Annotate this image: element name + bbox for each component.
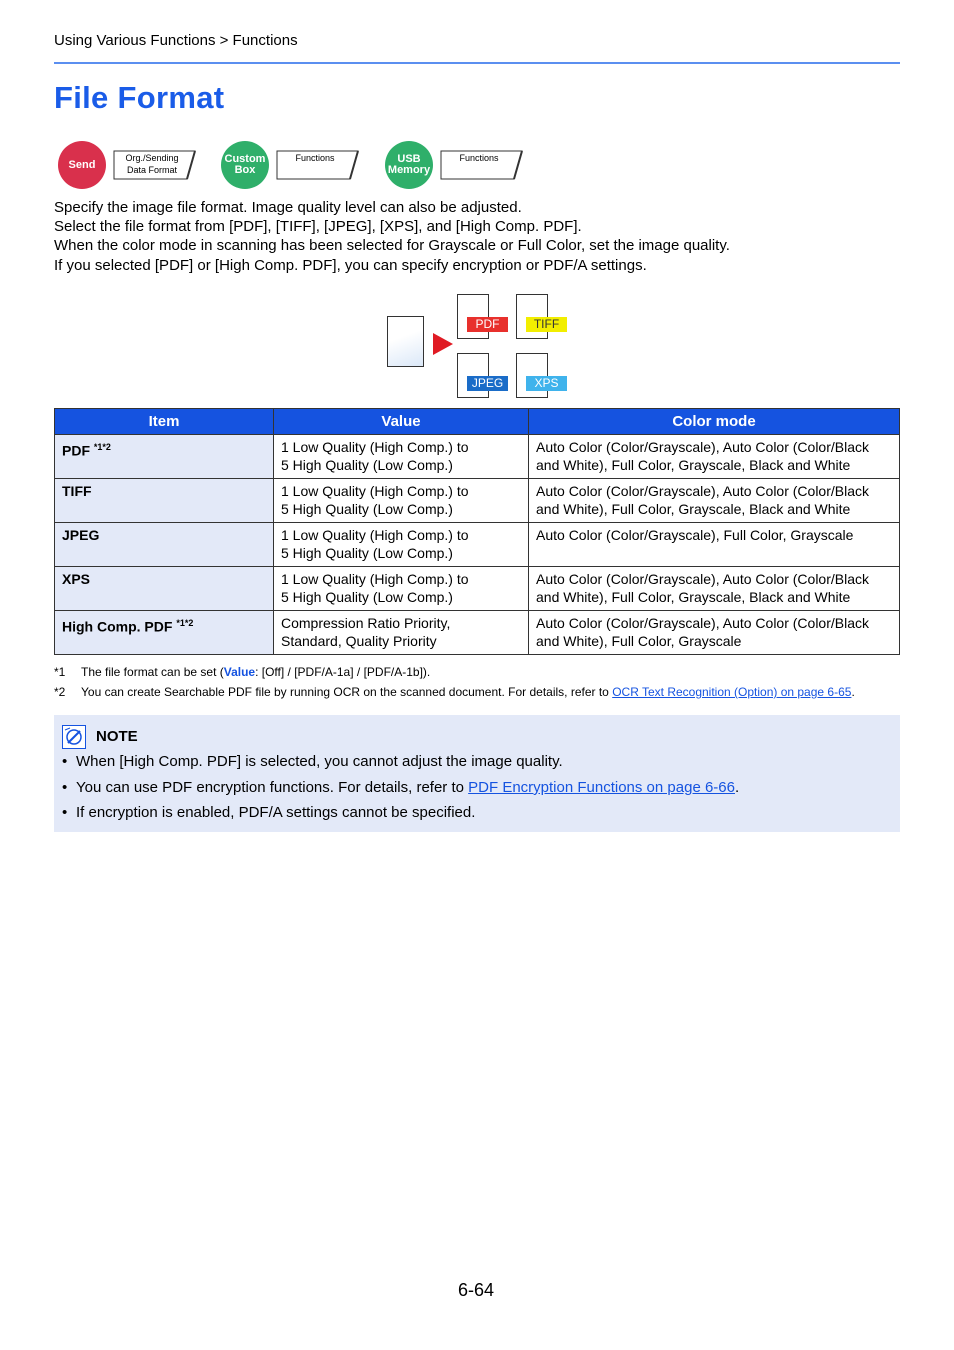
intro-line: Select the file format from [PDF], [TIFF], [JPEG], [XPS], and [High Comp. PDF]. (54, 218, 582, 235)
tab-label: Org./Sending Data Format (125, 153, 179, 175)
pdf-label: PDF (467, 317, 508, 332)
cell-value: 1 Low Quality (High Comp.) to 5 High Quality (Low Comp.) (274, 567, 529, 611)
cell-color-mode: Auto Color (Color/Grayscale), Auto Color (Color/Black and White), Full Color, Grayscale, Black and White (529, 479, 900, 523)
cell-value: 1 Low Quality (High Comp.) to 5 High Quality (Low Comp.) (274, 435, 529, 479)
pdf-encryption-link[interactable]: PDF Encryption Functions on page 6-66 (468, 779, 735, 796)
table-row (55, 435, 900, 479)
header-value: Value (274, 409, 529, 435)
table-row (55, 523, 900, 567)
intro-line: Specify the image file format. Image quality level can also be adjusted. (54, 199, 522, 216)
cell-color-mode: Auto Color (Color/Grayscale), Auto Color (Color/Black and White), Full Color, Grayscale (529, 611, 900, 655)
breadcrumb: Using Various Functions > Functions (54, 32, 298, 49)
functions-tab (276, 150, 360, 180)
note-heading: NOTE (96, 728, 138, 745)
cell-value: Compression Ratio Priority, Standard, Quality Priority (274, 611, 529, 655)
note-bullet: • You can use PDF encryption functions. For details, refer to PDF Encryption Functions on page 6-66. (62, 779, 740, 796)
header-rule (54, 62, 900, 64)
cell-item: XPS (55, 567, 274, 611)
table-row (55, 611, 900, 655)
page-title: File Format (54, 80, 225, 115)
custom-box-mode-icon: Custom Box (221, 141, 269, 189)
table-row (55, 567, 900, 611)
table-header-row (55, 409, 900, 435)
send-mode-icon: Send (58, 141, 106, 189)
cell-color-mode: Auto Color (Color/Grayscale), Auto Color (Color/Black and White), Full Color, Grayscale, Black and White (529, 567, 900, 611)
note-box (54, 715, 900, 832)
header-color-mode: Color mode (529, 409, 900, 435)
note-bullet: • When [High Comp. PDF] is selected, you cannot adjust the image quality. (62, 753, 563, 770)
cell-item: High Comp. PDF $^{*1*2}$ (55, 611, 274, 655)
source-document-icon (387, 316, 424, 367)
functions-tab (440, 150, 524, 180)
cell-item: TIFF (55, 479, 274, 523)
usb-memory-mode-icon: USB Memory (385, 141, 433, 189)
cell-color-mode: Auto Color (Color/Grayscale), Auto Color (Color/Black and White), Full Color, Grayscale, Black and White (529, 435, 900, 479)
arrow-right-icon (432, 332, 454, 356)
intro-line: When the color mode in scanning has been selected for Grayscale or Full Color, set the image quality. (54, 237, 730, 254)
note-icon (62, 725, 86, 749)
org-sending-data-format-tab (113, 150, 197, 180)
header-item: Item (55, 409, 274, 435)
ocr-link[interactable]: OCR Text Recognition (Option) on page 6-65 (612, 685, 852, 699)
cell-color-mode: Auto Color (Color/Grayscale), Full Color, Grayscale (529, 523, 900, 567)
file-format-table (54, 408, 900, 655)
intro-line: If you selected [PDF] or [High Comp. PDF], you can specify encryption or PDF/A settings. (54, 257, 647, 274)
note-bullet: • If encryption is enabled, PDF/A settings cannot be specified. (62, 804, 476, 821)
cell-item: PDF $^{*1*2}$ (55, 435, 274, 479)
page-number: 6-64 (458, 1280, 495, 1300)
jpeg-label: JPEG (467, 376, 508, 391)
tiff-label: TIFF (526, 317, 567, 332)
cell-value: 1 Low Quality (High Comp.) to 5 High Quality (Low Comp.) (274, 479, 529, 523)
tab-label: Functions (459, 153, 499, 163)
cell-item: JPEG (55, 523, 274, 567)
tab-label: Functions (295, 153, 335, 163)
cell-value: 1 Low Quality (High Comp.) to 5 High Quality (Low Comp.) (274, 523, 529, 567)
xps-label: XPS (526, 376, 567, 391)
table-row (55, 479, 900, 523)
